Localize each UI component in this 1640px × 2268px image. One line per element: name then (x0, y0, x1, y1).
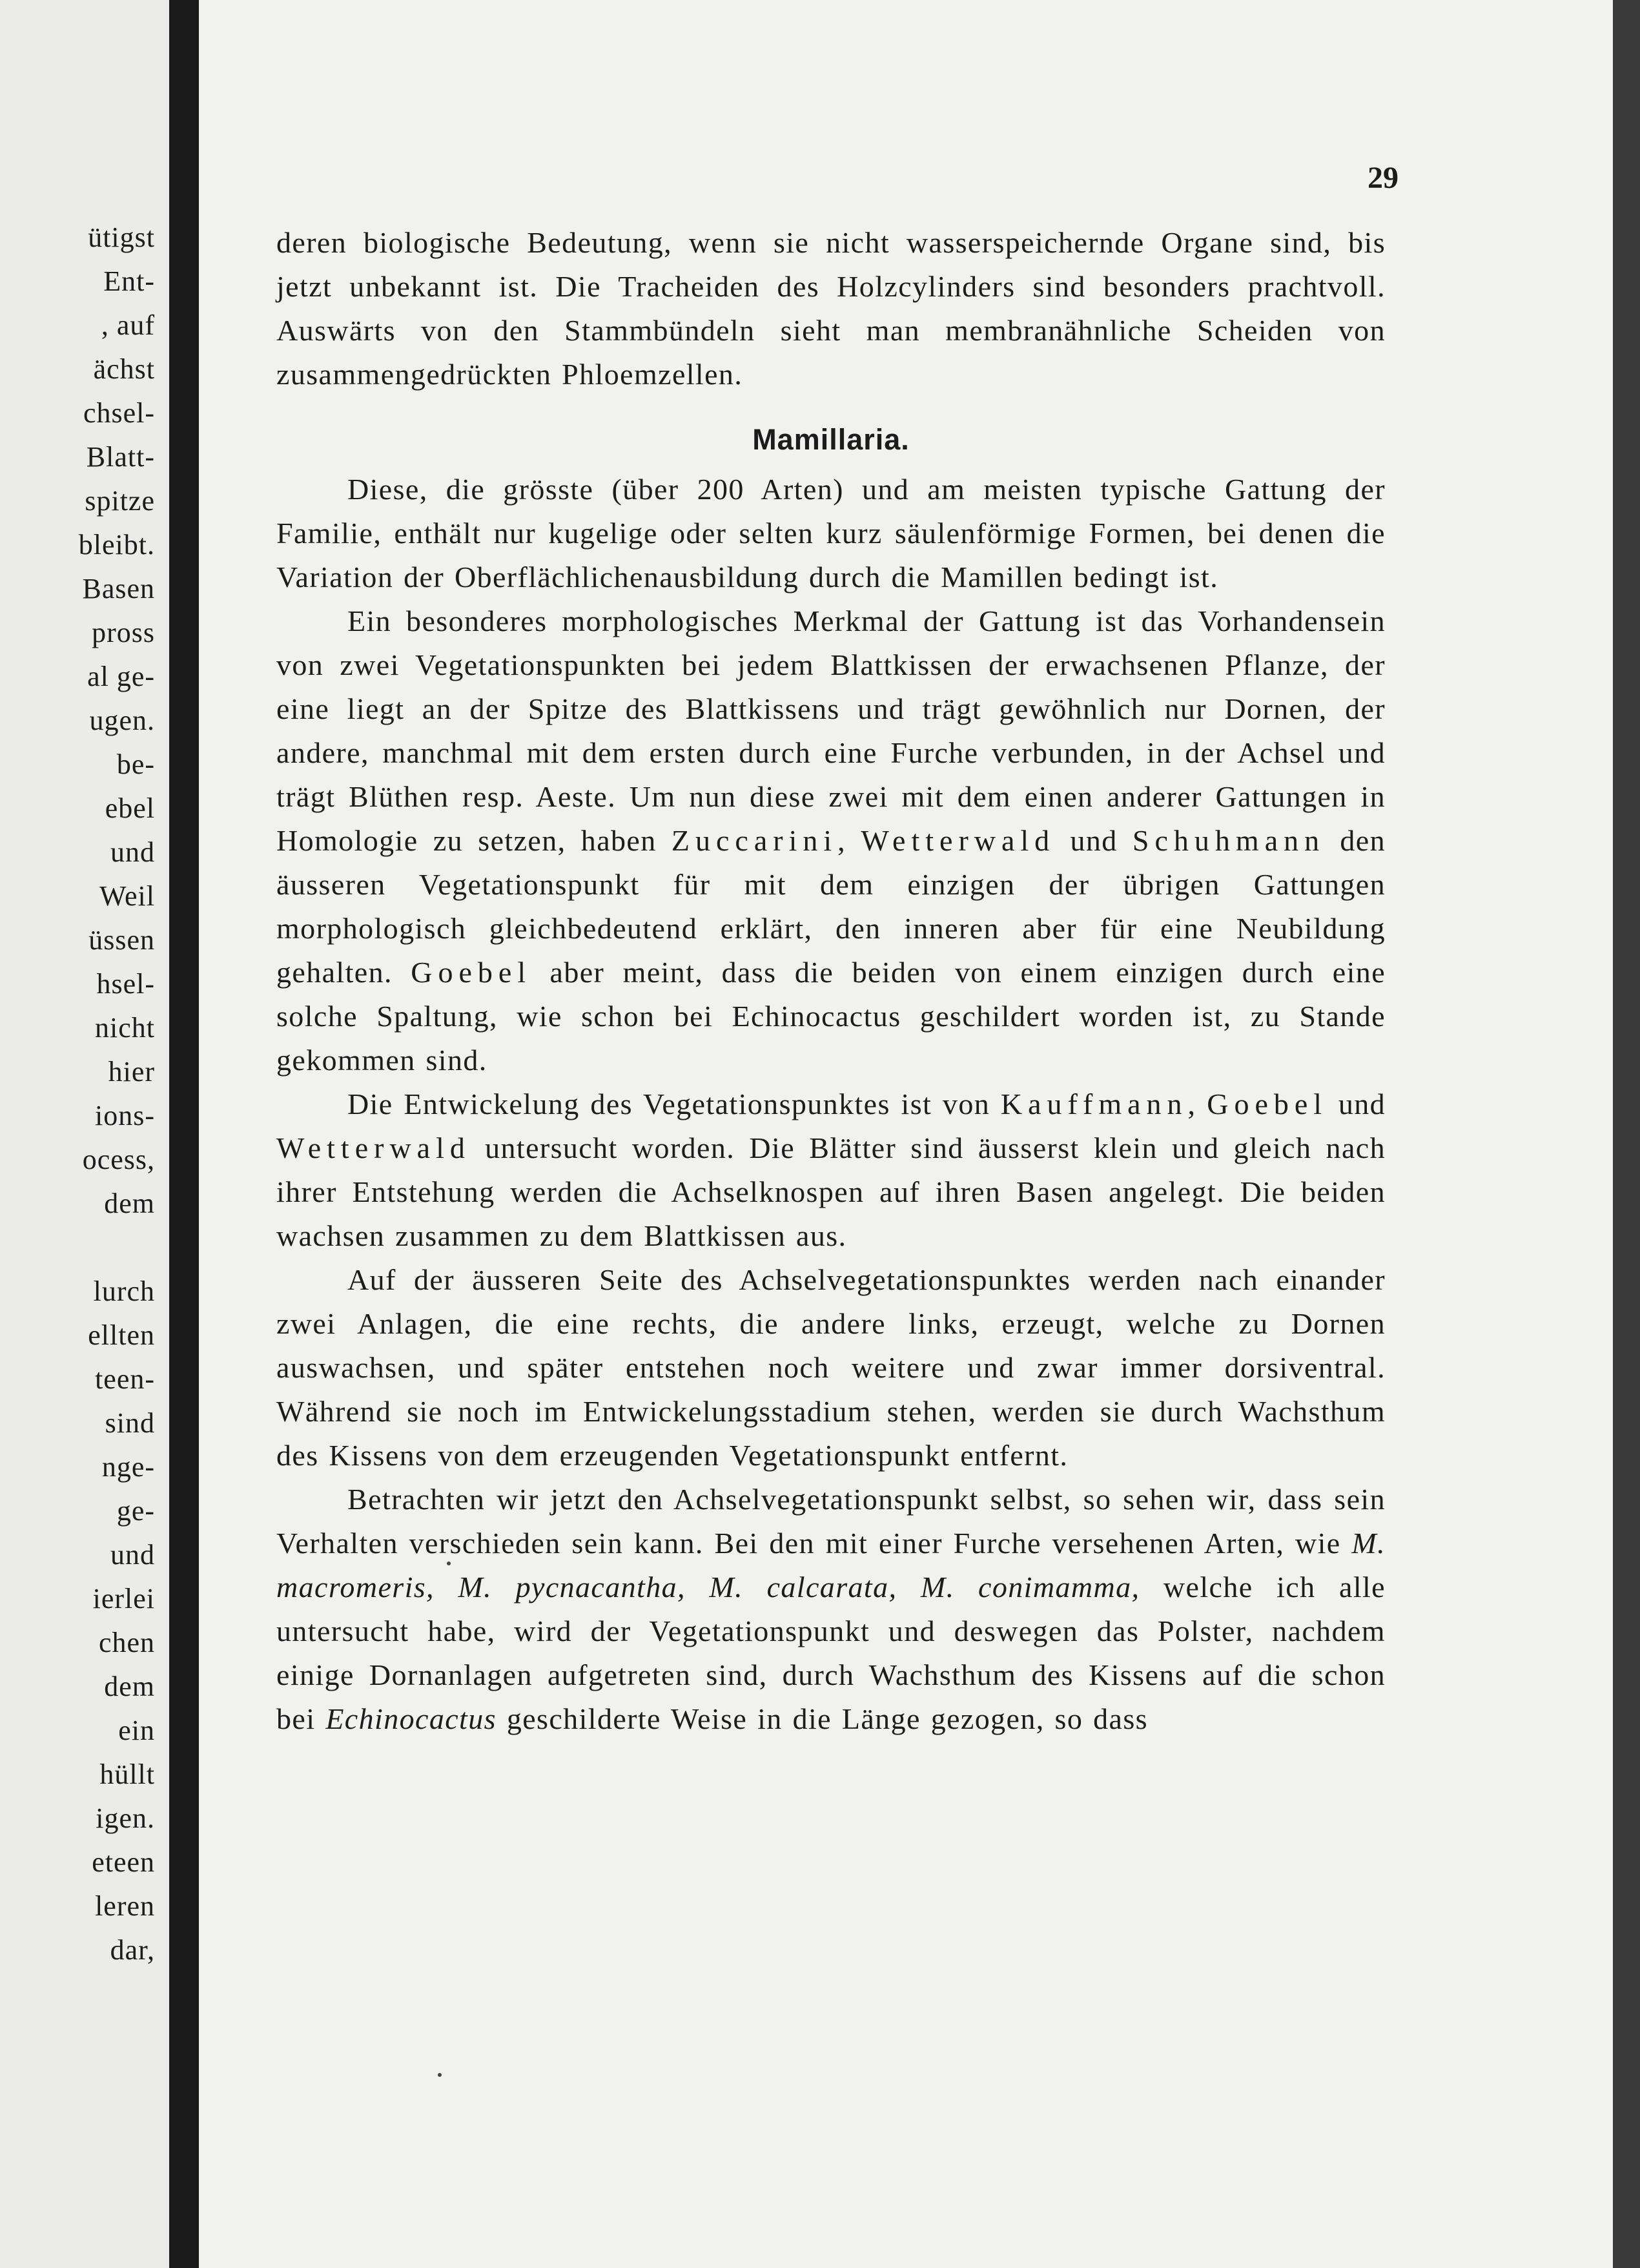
paragraph-2-text-a: Ein besonderes morphologisches Merkmal der Gattung ist das Vorhandensein von zwei Vegetationspunkten bei jedem Blattkissen der erwachsenen Pflanze, der eine liegt an der Spitze des Blattkissens und trägt gewöhnlich nur Dornen, der andere, manchmal mit dem ersten durch eine Furche verbunden, in der Achsel und trägt Blüthen resp. Aeste. Um nun diese zwei mit dem einen anderer Gattungen in Homologie zu setzen, haben (276, 604, 1386, 857)
previous-page-line: ütigst (88, 222, 155, 253)
paragraph-2 (276, 599, 1386, 1082)
species-name: M. conimamma, (920, 1571, 1140, 1603)
paragraph-5-text-b: welche ich alle untersucht habe, wird der Vegetationspunkt und deswegen das Polster, nachdem einige Dornanlagen aufgetreten sind, durch Wachsthum des Kissens auf die schon bei (276, 1571, 1386, 1735)
paragraph-3 (276, 1082, 1386, 1258)
previous-page-line: ocess, (82, 1144, 155, 1175)
paragraph-1: Diese, die grösste (über 200 Arten) und am meisten typische Gattung der Familie, enthält nur kugelige oder selten kurz säulenförmige Formen, bei denen die Variation der Oberflächlichenausbildung durch die Mamillen bedingt ist. (276, 473, 1386, 593)
previous-page-line: üssen (88, 924, 155, 956)
previous-page-line: hsel- (96, 968, 155, 1000)
previous-page-line: ions- (95, 1100, 155, 1131)
previous-page-line: und (110, 836, 155, 868)
author-name: Schuhmann (1132, 824, 1326, 857)
paper-speck (438, 2073, 442, 2077)
previous-page-line: be- (116, 748, 155, 780)
section-heading: Mamillaria. (752, 423, 910, 456)
previous-page-line: bleibt. (78, 529, 155, 561)
previous-page-line: , auf (101, 309, 155, 341)
previous-page-line: Ent- (103, 265, 155, 297)
previous-page-line: nge- (101, 1451, 155, 1483)
page-body (276, 221, 1386, 1741)
previous-page-line: Weil (99, 880, 155, 912)
previous-page-line: igen. (96, 1802, 155, 1834)
previous-page-line: al ge- (87, 661, 155, 692)
paragraph-3-text-b: , (1187, 1088, 1196, 1120)
paragraph-3-text-c: und (1338, 1088, 1386, 1120)
author-name: Goebel (411, 956, 532, 989)
author-name: Wetterwald (861, 824, 1056, 857)
paper-speck (447, 1562, 451, 1565)
paragraph-5 (276, 1478, 1386, 1741)
species-name: M. pycnacantha, (458, 1571, 686, 1603)
previous-page-line: ellten (88, 1319, 155, 1351)
previous-page-line: ugen. (89, 705, 155, 736)
previous-page-line: ge- (116, 1495, 155, 1527)
author-name: Goebel (1207, 1088, 1328, 1120)
previous-page-line: teen- (95, 1363, 155, 1395)
previous-page-line: ebel (105, 792, 155, 824)
paragraph-3-text-a: Die Entwickelung des Vegetationspunktes ist von (347, 1088, 990, 1120)
previous-page-line: hier (108, 1056, 155, 1088)
author-name: Zuccarini (671, 824, 838, 857)
previous-page-line: ächst (93, 353, 155, 385)
previous-page-line: nicht (95, 1012, 155, 1044)
previous-page-line: eteen (92, 1846, 155, 1878)
book-page (199, 0, 1613, 2268)
previous-page-line: und (110, 1539, 155, 1571)
previous-page-line: chen (98, 1627, 155, 1658)
intro-paragraph: deren biologische Bedeutung, wenn sie nicht wasserspeichernde Organe sind, bis jetzt unbekannt ist. Die Tracheiden des Holzcylinders sind besonders prachtvoll. Auswärts von den Stammbündeln sieht man membranähnliche Scheiden von zusammengedrückten Phloemzellen. (276, 226, 1386, 391)
author-name: Kauffmann (1000, 1088, 1188, 1120)
book-gutter (169, 0, 199, 2268)
paragraph-2-text-b: , (837, 824, 846, 857)
species-name: M. calcarata, (709, 1571, 897, 1603)
previous-page-line: Blatt- (86, 441, 155, 473)
paragraph-5-text-a: Betrachten wir jetzt den Achselvegetationspunkt selbst, so sehen wir, dass sein Verhalten verschieden sein kann. Bei den mit einer Furche versehenen Arten, wie (276, 1483, 1386, 1560)
previous-page-line: leren (95, 1890, 155, 1922)
previous-page-line: dem (104, 1671, 155, 1702)
previous-page-line: ein (118, 1715, 155, 1746)
paragraph-5-text-c: geschilderte Weise in die Länge gezogen, so dass (506, 1702, 1148, 1735)
previous-page-line: chsel- (83, 397, 155, 429)
species-name: M. macromeris, (276, 1527, 1386, 1603)
page-number: 29 (1368, 161, 1399, 195)
page-edge-shadow (1613, 0, 1640, 2268)
author-name: Wetterwald (276, 1131, 471, 1164)
previous-page-line: ierlei (92, 1583, 155, 1614)
paragraph-2-text-d: den äusseren Vegetationspunkt für mit dem einzigen der übrigen Gattungen morphologisch gleichbedeutend erklärt, den inneren aber für eine Neubildung gehalten. (276, 824, 1386, 989)
previous-page-line: pross (92, 617, 155, 648)
paragraph-3-text-d: untersucht worden. Die Blätter sind äusserst klein und gleich nach ihrer Entstehung werden die Achselknospen auf ihren Basen angelegt. Die beiden wachsen zusammen zu dem Blattkissen aus. (276, 1131, 1386, 1252)
previous-page-line: hüllt (99, 1758, 155, 1790)
paragraph-4: Auf der äusseren Seite des Achselvegetationspunktes werden nach einander zwei Anlagen, die eine rechts, die andere links, erzeugt, welche zu Dornen auswachsen, und später entstehen noch weitere und zwar immer dorsiventral. Während sie noch im Entwickelungsstadium stehen, werden sie durch Wachsthum des Kissens von dem erzeugenden Vegetationspunkt entfernt. (276, 1263, 1386, 1472)
previous-page-line: spitze (85, 485, 155, 517)
genus-name: Echinocactus (325, 1702, 497, 1735)
previous-page-line: dem (104, 1188, 155, 1219)
previous-page-line: Basen (82, 573, 155, 604)
paragraph-2-text-e: aber meint, dass die beiden von einem einzigen durch eine solche Spaltung, wie schon bei Echinocactus geschildert worden ist, zu Stande gekommen sind. (276, 956, 1386, 1077)
previous-page-line: lurch (93, 1275, 155, 1307)
previous-page-line: sind (105, 1407, 155, 1439)
paragraph-2-text-c: und (1070, 824, 1118, 857)
previous-page-fragment (0, 0, 169, 2268)
previous-page-line: dar, (110, 1934, 155, 1966)
